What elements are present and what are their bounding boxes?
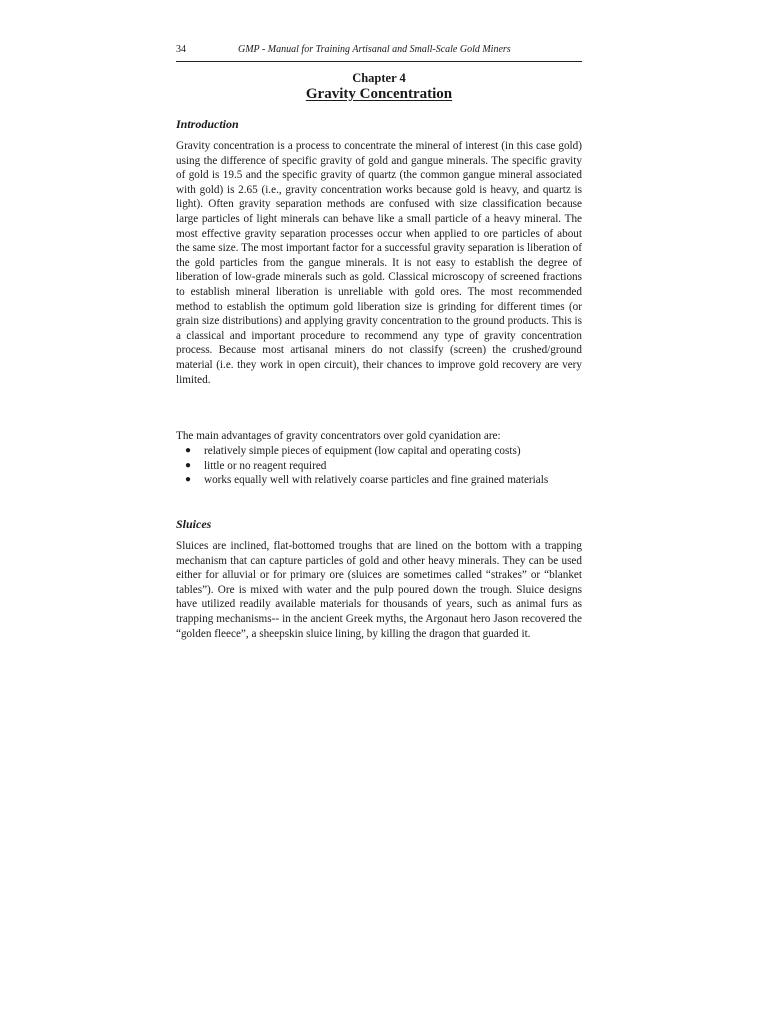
bullet-icon: ● bbox=[185, 474, 192, 486]
introduction-heading: Introduction bbox=[176, 117, 239, 131]
header-divider bbox=[176, 61, 582, 62]
chapter-title: Gravity Concentration bbox=[305, 86, 453, 102]
page-number: 34 bbox=[176, 44, 186, 55]
sluices-heading: Sluices bbox=[176, 517, 212, 531]
bullet-icon: ● bbox=[185, 459, 192, 471]
document-page bbox=[176, 0, 582, 1024]
sluices-paragraph: Sluices are inclined, flat-bottomed troughs that are lined on the bottom with a trapping mechanism that can capture particles of gold and other heavy minerals. They can be used either for alluvial or for primary ore (sluices are sometimes called “strakes” or “blanket tables”). Ore is mixed with water and the pulp poured down the trough. Sluice designs have utilized readily available materials for thousands of years, such as animal furs as trapping mechanisms-- in the ancient Greek myths, the Argonaut hero Jason recovered the “golden fleece”, a sheepskin sluice lining, by killing the dragon that guarded it. bbox=[176, 540, 582, 640]
introduction-paragraph: Gravity concentration is a process to concentrate the mineral of interest (in this case gold) using the difference of specific gravity of gold and gangue minerals. The specific gravity of gold is 19.5 and the specific gravity of quartz (the common gangue mineral associated with gold) is 2.65 (i.e., gravity concentration works because gold is heavy, and quartz is light). Often gravity separation methods are confused with size classification because large particles of light minerals can behave like a small particle of a heavy mineral. The most effective gravity separation processes occur when applied to ore particles of about the same size. The most important factor for a successful gravity separation is liberation of the gold particles from the gangue minerals. It is not easy to establish the degree of liberation of low-grade minerals such as gold. Classical microscopy of screened fractions to establish mineral liberation is unreliable with gold ores. The most recommended method to establish the optimum gold liberation size is grinding for different times (or grain size distributions) and applying gravity concentration to the ground products. This is a classical and important procedure to recommend any type of gravity concentration process. Because most artisanal miners do not classify (screen) the crushed/ground material (i.e. they work in open circuit), their chances to improve gold recovery are very limited. bbox=[176, 140, 582, 386]
chapter-label: Chapter 4 bbox=[352, 71, 406, 85]
list-item-text: relatively simple pieces of equipment (low capital and operating costs) bbox=[204, 445, 521, 457]
running-header-title: GMP - Manual for Training Artisanal and Small-Scale Gold Miners bbox=[238, 44, 511, 55]
list-item bbox=[176, 459, 582, 474]
list-item-text: works equally well with relatively coarse particles and fine grained materials bbox=[204, 474, 549, 487]
advantages-intro: The main advantages of gravity concentrators over gold cyanidation are: bbox=[176, 430, 501, 442]
running-header bbox=[176, 44, 582, 60]
list-item bbox=[176, 473, 582, 488]
bullet-icon: ● bbox=[185, 445, 192, 456]
list-item bbox=[176, 444, 582, 459]
advantages-list bbox=[176, 444, 582, 488]
list-item-text: little or no reagent required bbox=[204, 459, 327, 472]
